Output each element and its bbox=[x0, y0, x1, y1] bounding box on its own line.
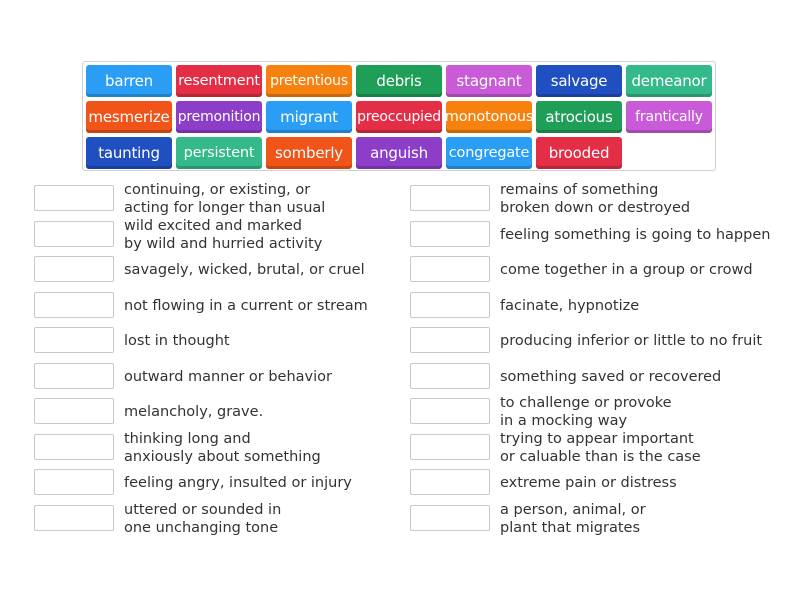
match-row bbox=[34, 183, 379, 215]
word-tile-salvage[interactable]: salvage bbox=[536, 65, 622, 97]
definition-text: feeling angry, insulted or injury bbox=[124, 475, 352, 491]
definition-text: continuing, or existing, or acting for longer than usual bbox=[124, 182, 326, 216]
definition-text: outward manner or behavior bbox=[124, 368, 332, 385]
answer-drop-box[interactable] bbox=[410, 185, 490, 211]
answer-drop-box[interactable] bbox=[410, 398, 490, 424]
definition-text: producing inferior or little to no fruit bbox=[500, 333, 763, 349]
answer-drop-box[interactable] bbox=[34, 327, 114, 353]
match-row bbox=[34, 254, 379, 286]
match-row bbox=[34, 219, 379, 251]
definition-text: something saved or recovered bbox=[500, 368, 722, 385]
word-tile-monotonous[interactable]: monotonous bbox=[446, 101, 532, 133]
answer-drop-box[interactable] bbox=[34, 434, 114, 460]
definition-text: wild excited and marked by wild and hurried activity bbox=[124, 217, 323, 252]
match-row bbox=[34, 432, 379, 464]
definition-text: come together in a group or crowd bbox=[500, 262, 753, 278]
word-tile-atrocious[interactable]: atrocious bbox=[536, 101, 622, 133]
word-tile-preoccupied[interactable]: preoccupied bbox=[356, 101, 442, 133]
answer-drop-box[interactable] bbox=[34, 221, 114, 247]
definition-text: uttered or sounded in one unchanging tone bbox=[124, 501, 282, 536]
answer-drop-box[interactable] bbox=[34, 469, 114, 495]
answer-drop-box[interactable] bbox=[34, 398, 114, 424]
word-tile-debris[interactable]: debris bbox=[356, 65, 442, 97]
match-row bbox=[410, 325, 785, 357]
word-tile-demeanor[interactable]: demeanor bbox=[626, 65, 712, 97]
match-row bbox=[34, 361, 379, 393]
match-row bbox=[34, 396, 379, 428]
match-row bbox=[34, 290, 379, 322]
answer-drop-box[interactable] bbox=[410, 327, 490, 353]
definition-text: melancholy, grave. bbox=[124, 404, 264, 420]
definition-text: lost in thought bbox=[124, 333, 230, 349]
definition-text: savagely, wicked, brutal, or cruel bbox=[124, 262, 365, 278]
word-tile-stagnant[interactable]: stagnant bbox=[446, 65, 532, 97]
word-tile-barren[interactable]: barren bbox=[86, 65, 172, 97]
word-tile-brooded[interactable]: brooded bbox=[536, 137, 622, 169]
word-tile-taunting[interactable]: taunting bbox=[86, 137, 172, 169]
word-tile-anguish[interactable]: anguish bbox=[356, 137, 442, 169]
definition-text: feeling something is going to happen bbox=[500, 226, 771, 243]
match-row bbox=[410, 290, 785, 322]
match-row bbox=[410, 432, 785, 464]
answer-drop-box[interactable] bbox=[34, 292, 114, 318]
answer-drop-box[interactable] bbox=[34, 363, 114, 389]
answer-drop-box[interactable] bbox=[410, 221, 490, 247]
word-tile-migrant[interactable]: migrant bbox=[266, 101, 352, 133]
definition-text: thinking long and anxiously about something bbox=[124, 430, 321, 465]
answer-drop-box[interactable] bbox=[34, 256, 114, 282]
definition-text: extreme pain or distress bbox=[500, 475, 677, 491]
match-row bbox=[410, 467, 785, 499]
answer-drop-box[interactable] bbox=[34, 505, 114, 531]
definition-text: to challenge or provoke in a mocking way bbox=[500, 395, 672, 429]
answer-drop-box[interactable] bbox=[410, 469, 490, 495]
match-row bbox=[410, 254, 785, 286]
match-row bbox=[34, 467, 379, 499]
definition-text: a person, animal, or plant that migrates bbox=[500, 501, 646, 536]
word-tile-premonition[interactable]: premonition bbox=[176, 101, 262, 133]
word-tile-resentment[interactable]: resentment bbox=[176, 65, 262, 97]
definition-text: trying to appear important or caluable than is the case bbox=[500, 430, 701, 465]
answer-drop-box[interactable] bbox=[410, 363, 490, 389]
word-tile-somberly[interactable]: somberly bbox=[266, 137, 352, 169]
answer-drop-box[interactable] bbox=[34, 185, 114, 211]
answer-drop-box[interactable] bbox=[410, 505, 490, 531]
answer-drop-box[interactable] bbox=[410, 292, 490, 318]
match-row bbox=[34, 503, 379, 535]
answer-drop-box[interactable] bbox=[410, 434, 490, 460]
word-tile-persistent[interactable]: persistent bbox=[176, 137, 262, 169]
word-bank bbox=[82, 61, 716, 171]
definition-text: facinate, hypnotize bbox=[500, 297, 640, 314]
match-row bbox=[410, 503, 785, 535]
word-tile-pretentious[interactable]: pretentious bbox=[266, 65, 352, 97]
match-row bbox=[410, 361, 785, 393]
answer-drop-box[interactable] bbox=[410, 256, 490, 282]
word-tile-frantically[interactable]: frantically bbox=[626, 101, 712, 133]
definition-text: not flowing in a current or stream bbox=[124, 297, 368, 314]
match-row bbox=[410, 183, 785, 215]
match-row bbox=[34, 325, 379, 357]
match-row bbox=[410, 219, 785, 251]
match-row bbox=[410, 396, 785, 428]
word-tile-mesmerize[interactable]: mesmerize bbox=[86, 101, 172, 133]
definition-text: remains of something broken down or destroyed bbox=[500, 182, 691, 216]
word-tile-congregate[interactable]: congregate bbox=[446, 137, 532, 169]
